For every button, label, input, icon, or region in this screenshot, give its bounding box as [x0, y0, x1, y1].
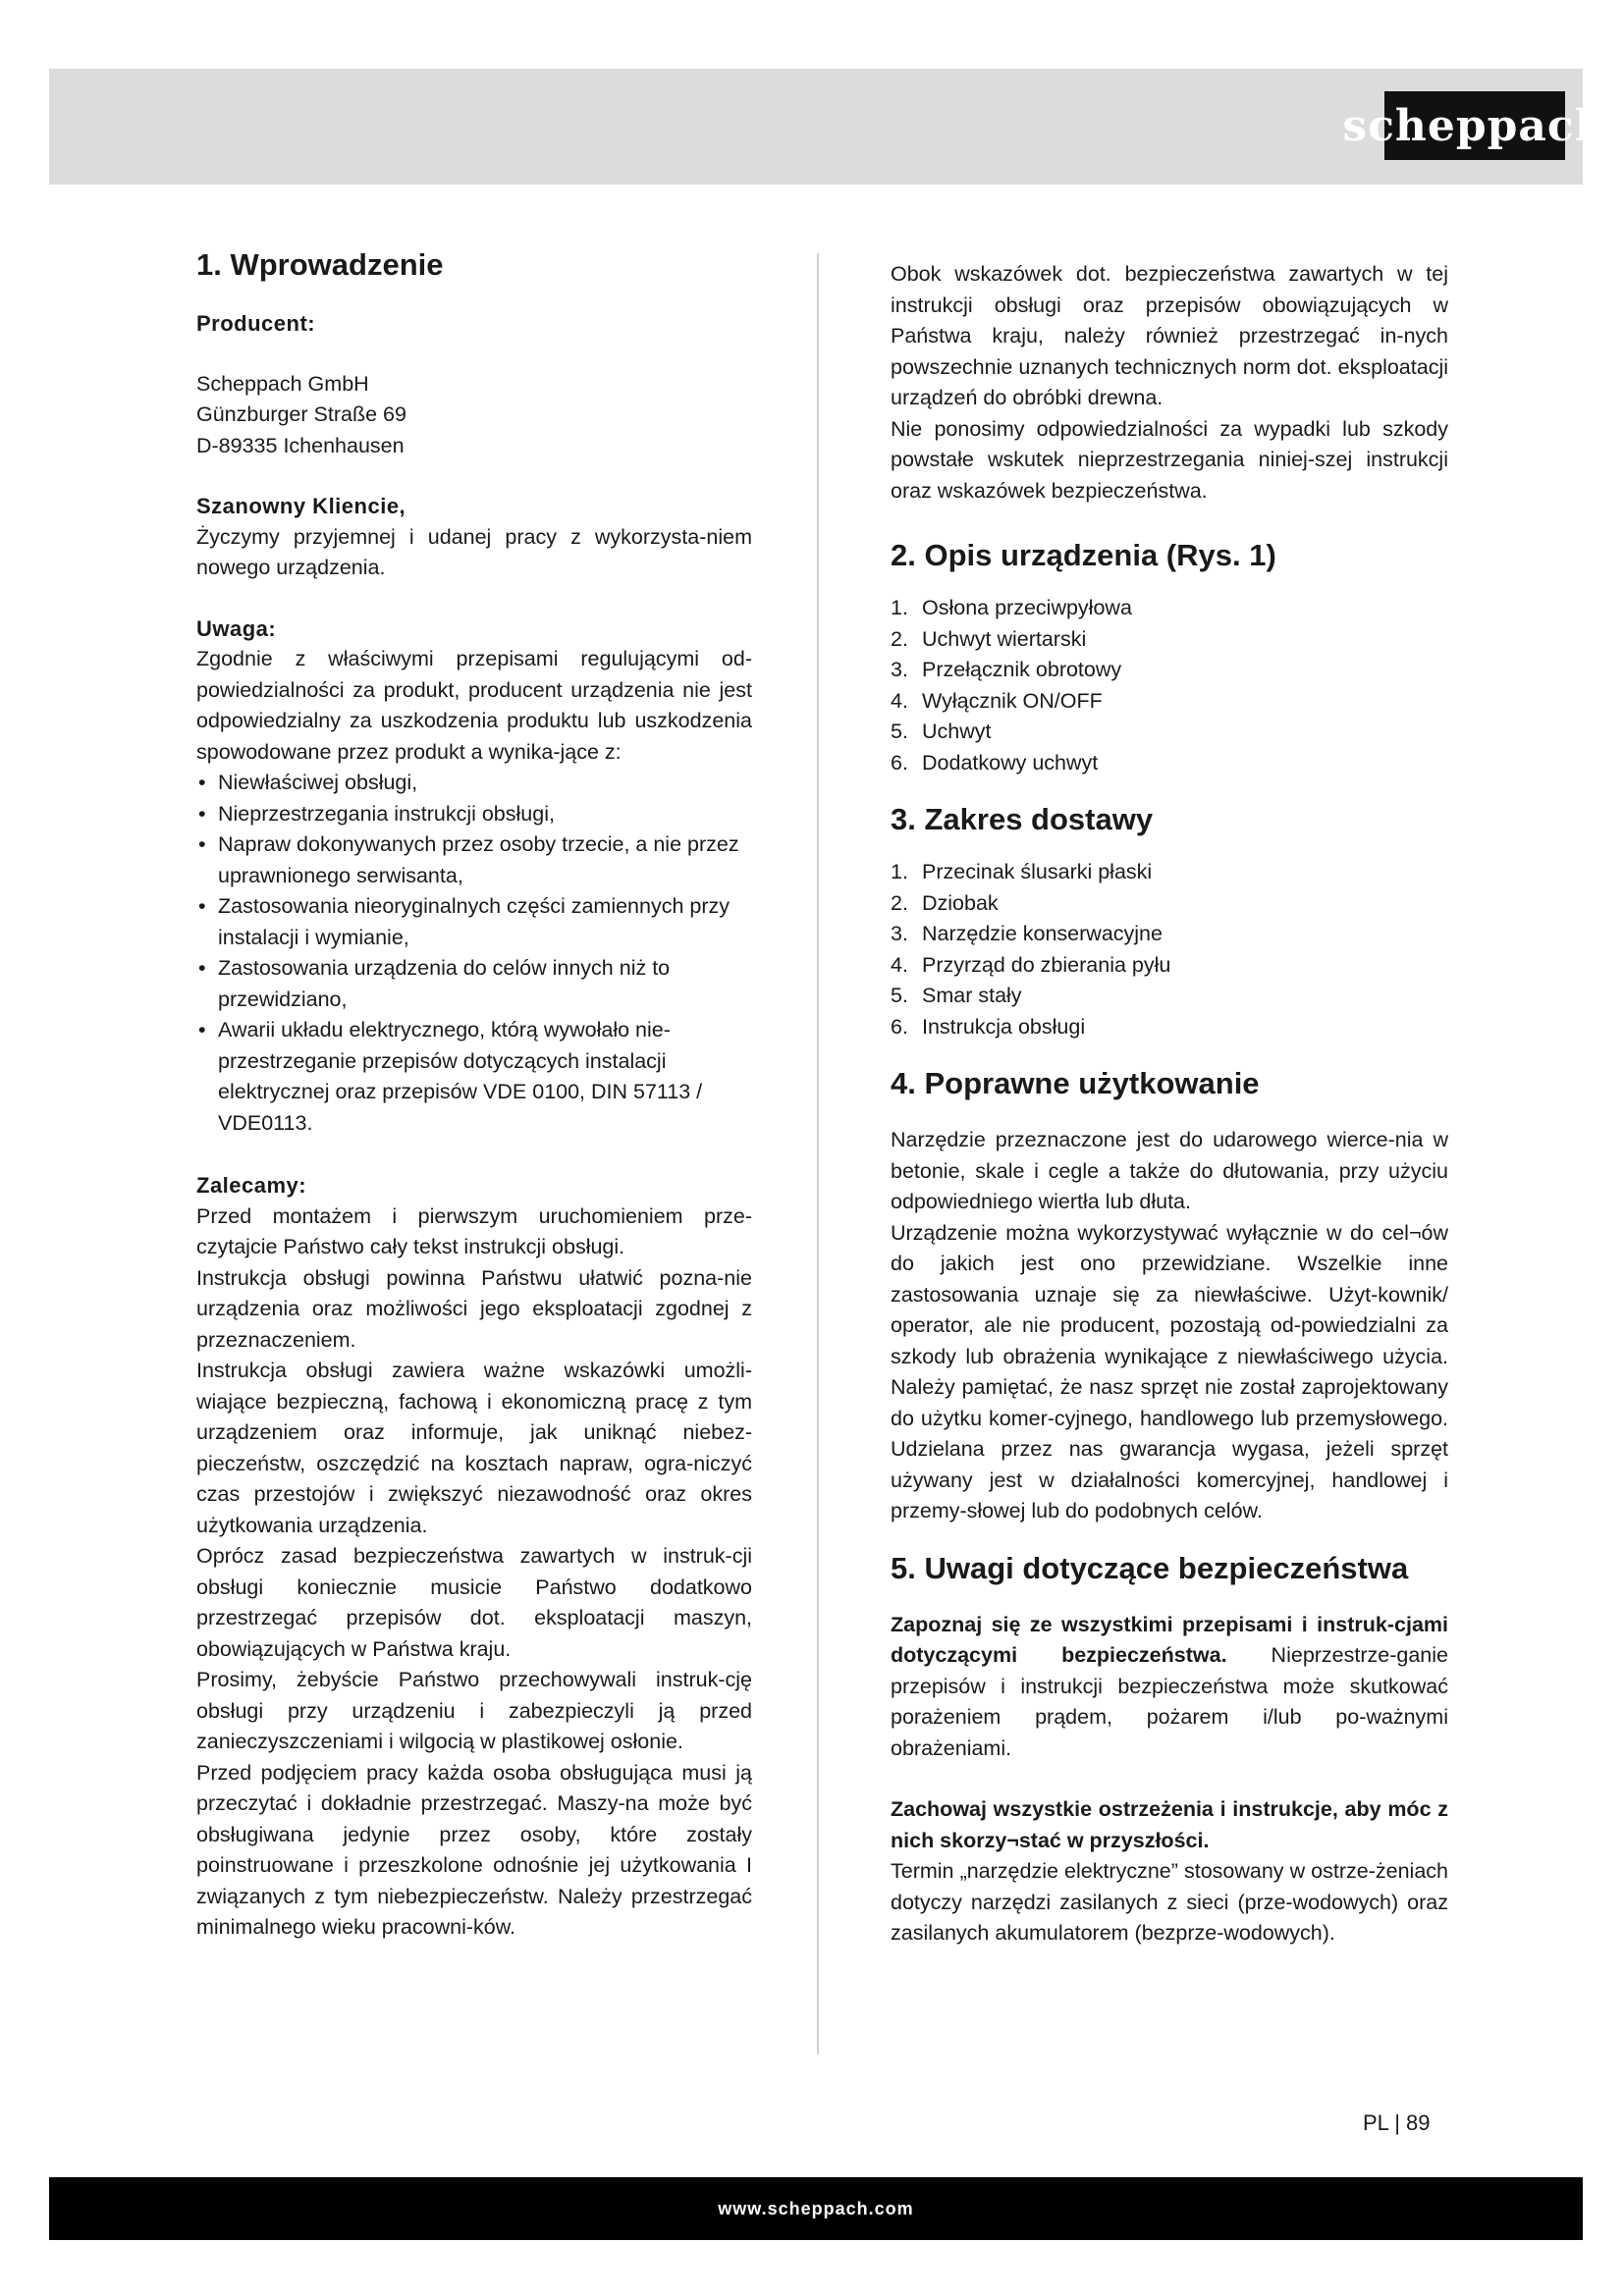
producer-address	[196, 369, 752, 462]
dear-customer-text: Życzymy przyjemnej i udanej pracy z wykorzysta-niem nowego urządzenia.	[196, 524, 752, 579]
recommend-paragraph: Instrukcja obsługi zawiera ważne wskazówki umożli-wiające bezpieczną, fachową i ekonomiczną pracę z tym urządzeniem oraz informuje, jak uniknąć niebez-pieczeństw, oszczędzić na kosztach napraw, ogra-niczyć czas przestojów i zwiększyć niezawodność oraz okres użytkowania urządzenia.	[196, 1359, 752, 1537]
left-column	[196, 245, 752, 1944]
recommend-paragraph: Instrukcja obsługi powinna Państwu ułatwić pozna-nie urządzenia oraz możliwości jego eksploatacji zgodnej z przeznaczeniem.	[196, 1265, 752, 1352]
list-item: 5. Uchwyt	[891, 720, 992, 743]
section-3-title: 3. Zakres dostawy	[891, 802, 1154, 836]
dear-customer-label: Szanowny Kliencie,	[196, 494, 406, 518]
list-item: 6. Instrukcja obsługi	[891, 1014, 1086, 1039]
attention-text: Zgodnie z właściwymi przepisami regulującymi od-powiedzialności za produkt, producent urządzenia nie jest odpowiedzialny za uszkodzenia produktu lub uszkodzenia spowodowane przez produkt a wynika-jące z:	[196, 647, 752, 764]
device-parts-list	[891, 593, 1448, 778]
list-item: • Awarii układu elektrycznego, którą wywołało nie-przestrzeganie przepisów dotyczących instalacji elektrycznej oraz przepisów VDE 0100, DIN 57113 / VDE0113.	[196, 1015, 752, 1139]
producer-label: Producent:	[196, 311, 316, 336]
address-line: D-89335 Ichenhausen	[196, 433, 405, 457]
list-item: 2. Uchwyt wiertarski	[891, 626, 1087, 651]
right-column	[891, 259, 1448, 1949]
recommend-paragraph: Prosimy, żebyście Państwo przechowywali instruk-cję obsługi przy urządzeniu i zabezpieczyli ją przed zanieczyszczeniami i wilgocią w plastikowej osłonie.	[196, 1668, 752, 1753]
recommend-paragraph: Oprócz zasad bezpieczeństwa zawartych w instruk-cji obsługi koniecznie musicie Państwo dodatkowo przestrzegać przepisów dot. eksploatacji maszyn, obowiązujących w Państwa kraju.	[196, 1544, 752, 1661]
list-item: 4. Przyrząd do zbierania pyłu	[891, 952, 1171, 977]
section-1-title: 1. Wprowadzenie	[196, 247, 444, 282]
list-item: 6. Dodatkowy uchwyt	[891, 750, 1099, 774]
list-item: 5. Smar stały	[891, 984, 1022, 1007]
safety-paragraph-2-heading: Zachowaj wszystkie ostrzeżenia i instrukcje, aby móc z nich skorzy¬stać w przyszłości.	[891, 1797, 1448, 1852]
footer-url: www.scheppach.com	[718, 2198, 914, 2218]
liability-exclusion-list	[196, 768, 752, 1139]
intro-paragraph: Obok wskazówek dot. bezpieczeństwa zawartych w tej instrukcji obsługi oraz przepisów obowiązujących w Państwa kraju, należy również przestrzegać in-nych powszechnie uznanych technicznych norm dot. eksploatacji urządzeń do obróbki drewna.	[891, 262, 1448, 409]
delivery-scope-list	[891, 857, 1448, 1042]
list-item: • Niewłaściwej obsługi,	[196, 768, 752, 799]
list-item: 2. Dziobak	[891, 890, 999, 915]
section-4-title: 4. Poprawne użytkowanie	[891, 1066, 1260, 1100]
section-2-title: 2. Opis urządzenia (Rys. 1)	[891, 538, 1276, 572]
recommend-paragraph: Przed montażem i pierwszym uruchomieniem prze-czytajcie Państwo cały tekst instrukcji obsługi.	[196, 1203, 752, 1258]
list-item: 1. Przecinak ślusarki płaski	[891, 860, 1153, 883]
section-5-title: 5. Uwagi dotyczące bezpieczeństwa	[891, 1550, 1409, 1585]
list-item: • Zastosowania urządzenia do celów innych niż to przewidziano,	[196, 953, 752, 1015]
list-item: • Napraw dokonywanych przez osoby trzecie, a nie przez uprawnionego serwisanta,	[196, 829, 752, 891]
recommend-label: Zalecamy:	[196, 1173, 307, 1198]
column-divider	[817, 253, 819, 2055]
address-line: Günzburger Straße 69	[196, 402, 406, 426]
address-line: Scheppach GmbH	[196, 371, 369, 396]
scheppach-logo: scheppach	[1384, 91, 1565, 160]
usage-paragraph: Narzędzie przeznaczone jest do udarowego wierce-nia w betonie, skale i cegle a także do dłutowania, przy użyciu odpowiedniego wiertła lub dłuta.	[891, 1128, 1448, 1213]
attention-label: Uwaga:	[196, 615, 277, 641]
recommend-paragraph: Przed podjęciem pracy każda osoba obsługująca musi ją przeczytać i dokładnie przestrzegać. Maszy-na może być obsługiwana jedynie przez osoby, które zostały poinstruowane i przeszkolone odnośnie jej użytkowania I związanych z tym niebezpieczeństw. Należy przestrzegać minimalnego wieku pracowni-ków.	[196, 1760, 752, 1939]
safety-paragraph-1: Zapoznaj się ze wszystkimi przepisami i instruk-cjami dotyczącymi bezpieczeństwa. Nieprzestrze-ganie przepisów i instrukcji bezpieczeństwa może skutkować porażeniem prądem, pożarem i/lub po-ważnymi obrażeniami.	[891, 1612, 1448, 1760]
intro-paragraph: Nie ponosimy odpowiedzialności za wypadki lub szkody powstałe wskutek nieprzestrzegania niniej-szej instrukcji oraz wskazówek bezpieczeństwa.	[891, 416, 1448, 503]
list-item: 1. Osłona przeciwpyłowa	[891, 596, 1132, 619]
list-item: 3. Narzędzie konserwacyjne	[891, 922, 1163, 945]
safety-paragraph-2: Termin „narzędzie elektryczne” stosowany w ostrze-żeniach dotyczy narzędzi zasilanych z sieci (prze-wodowych) oraz zasilanych akumulatorem (bezprze-wodowych).	[891, 1859, 1448, 1945]
list-item: • Nieprzestrzegania instrukcji obsługi,	[196, 799, 752, 830]
usage-paragraph: Urządzenie można wykorzystywać wyłącznie w do cel¬ów do jakich jest ono przewidziane. Wszelkie inne zastosowania uznaje się za niewłaściwe. Użyt-kownik/ operator, ale nie producent, pozostają od-powiedzialni za szkody lub obrażenia wynikające z niewłaściwego użycia. Należy pamiętać, że nasz sprzęt nie został zaprojektowany do użytku komer-cyjnego, handlowego lub przemysłowego. Udzielana przez nas gwarancja wygasa, jeżeli sprzęt używany jest w działalności komercyjnej, handlowej i przemy-słowej lub do podobnych celów.	[891, 1220, 1448, 1522]
list-item: • Zastosowania nieoryginalnych części zamiennych przy instalacji i wymianie,	[196, 891, 752, 953]
page-number: PL | 89	[1363, 2110, 1431, 2135]
footer-bar	[49, 2177, 1583, 2240]
list-item: 4. Wyłącznik ON/OFF	[891, 688, 1103, 713]
list-item: 3. Przełącznik obrotowy	[891, 658, 1122, 681]
